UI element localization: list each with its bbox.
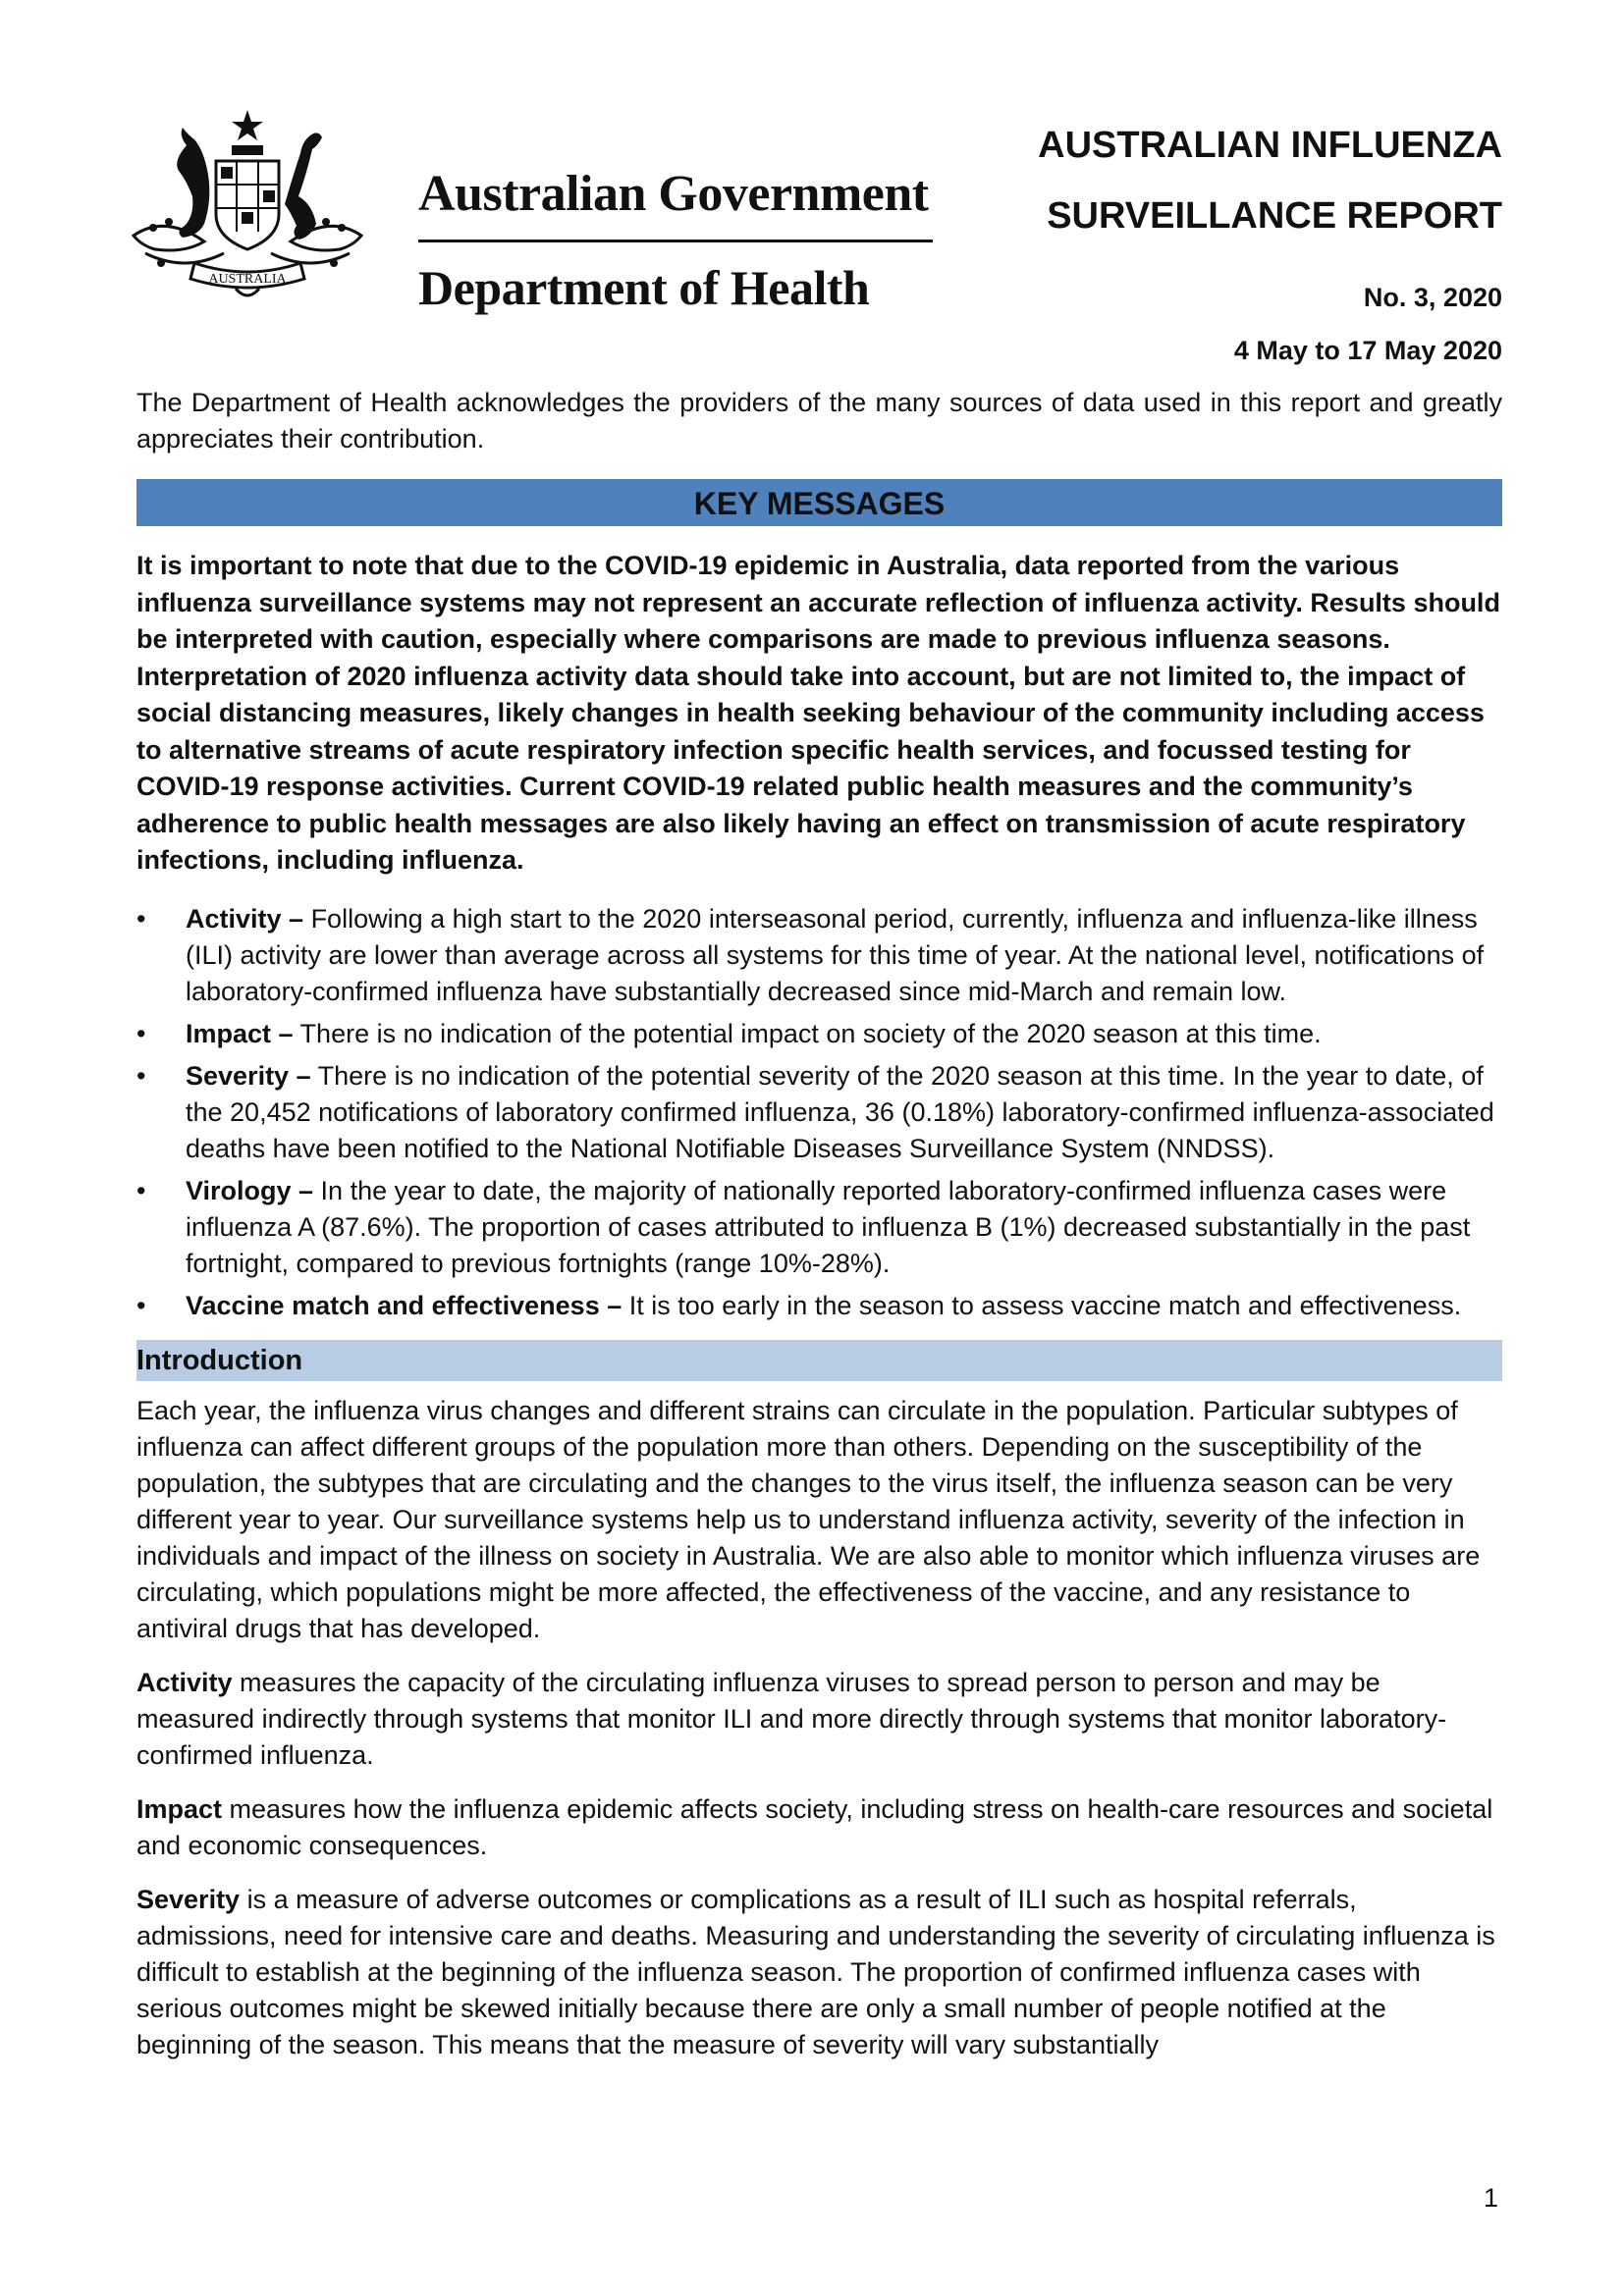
impact-definition: measures how the influenza epidemic affects society, including stress on health-care resources and societal and economic consequences.	[136, 1793, 1493, 1860]
bullet-text: There is no indication of the potential impact on society of the 2020 season at this time.	[293, 1018, 1322, 1048]
report-title-line-2: SURVEILLANCE REPORT	[1047, 195, 1502, 237]
severity-definition: is a measure of adverse outcomes or complications as a result of ILI such as hospital referrals, admissions, need for intensive care and deaths. Measuring and understanding the severity of circulating influenza is difficult to establish at the beginning of the influenza season. The proportion of confirmed influenza cases with serious outcomes might be skewed initially because there are only a small number of people notified at the beginning of the season. This means that the measure of severity will vary substantially	[136, 1884, 1495, 2059]
key-messages-heading: KEY MESSAGES	[136, 479, 1502, 526]
severity-term: Severity	[136, 1884, 241, 1914]
bullet-text: It is too early in the season to assess vaccine match and effectiveness.	[622, 1290, 1462, 1320]
covid-caution-text: It is important to note that due to the COVID-19 epidemic in Australia, data reported from the various influenza surveillance systems may not represent an accurate reflection of influenza activity. Results should be interpreted with caution, especially where comparisons are made to previous influenza seasons. Interpretation of 2020 influenza activity data should take into account, but are not limited to, the impact of social distancing measures, likely changes in health seeking behaviour of the community including access to alternative streams of acute respiratory infection specific health services, and focussed testing for COVID-19 response activities. Current COVID-19 related public health measures and the community’s adherence to public health messages are also likely having an effect on transmission of acute respiratory infections, including influenza.	[136, 551, 1500, 875]
bullet-lead: Virology –	[186, 1175, 314, 1205]
bullet-text: There is no indication of the potential severity of the 2020 season at this time. In the year to date, of the 20,452 notifications of laboratory confirmed influenza, 36 (0.18%) laboratory-confirmed influenza-associated deaths have been notified to the National Notifiable Diseases Surveillance System (NNDSS).	[186, 1060, 1494, 1163]
list-item	[136, 1173, 1502, 1282]
department-name: Department of Health	[418, 260, 870, 315]
acknowledgement-text: The Department of Health acknowledges the providers of the many sources of data used in this report and greatly appreciates their contribution.	[136, 388, 1502, 454]
list-item	[136, 1016, 1502, 1052]
bullet-text: In the year to date, the majority of nationally reported laboratory-confirmed influenza cases were influenza A (87.6%). The proportion of cases attributed to influenza B (1%) decreased substantially in the past fortnight, compared to previous fortnights (range 10%-28%).	[186, 1175, 1471, 1278]
report-dates: 4 May to 17 May 2020	[1233, 336, 1502, 365]
activity-term: Activity	[136, 1667, 233, 1697]
impact-paragraph	[136, 1791, 1502, 1864]
activity-paragraph	[136, 1665, 1502, 1774]
government-wordmark	[418, 165, 939, 317]
list-item	[136, 1288, 1502, 1324]
wordmark-divider	[418, 240, 933, 242]
report-title	[1038, 110, 1502, 251]
key-messages-list	[136, 901, 1502, 1324]
page-number: 1	[1483, 2183, 1498, 2213]
report-title-line-1: AUSTRALIAN INFLUENZA	[1038, 125, 1502, 166]
bullet-lead: Activity –	[186, 903, 304, 934]
report-body	[136, 385, 1502, 2063]
bullet-lead: Impact –	[186, 1018, 294, 1048]
crest-scroll-text: AUSTRALIA	[208, 272, 287, 287]
severity-paragraph	[136, 1882, 1502, 2063]
bullet-lead: Vaccine match and effectiveness –	[186, 1290, 623, 1320]
list-item	[136, 1058, 1502, 1167]
report-number: No. 3, 2020	[1363, 283, 1502, 312]
list-item	[136, 901, 1502, 1010]
impact-term: Impact	[136, 1793, 223, 1824]
introduction-paragraph: Each year, the influenza virus changes and different strains can circulate in the population. Particular subtypes of influenza can affect different groups of the population more than others. Depending on the susceptibility of the population, the subtypes that are circulating and the changes to the virus itself, the influenza season can be very different year to year. Our surveillance systems help us to understand influenza activity, severity of the infection in individuals and impact of the illness on society in Australia. We are also able to monitor which influenza viruses are circulating, which populations might be more affected, the effectiveness of the vaccine, and any resistance to antiviral drugs that has developed.	[136, 1395, 1481, 1643]
coat-of-arms-logo	[126, 106, 369, 312]
bullet-text: Following a high start to the 2020 interseasonal period, currently, influenza and influenza-like illness (ILI) activity are lower than average across all systems for this time of year. At the national level, notifications of laboratory-confirmed influenza have substantially decreased since mid-March and remain low.	[186, 903, 1485, 1006]
activity-definition: measures the capacity of the circulating influenza viruses to spread person to person and may be measured indirectly through systems that monitor ILI and more directly through systems that monitor laboratory-confirmed influenza.	[136, 1667, 1447, 1770]
introduction-heading: Introduction	[136, 1340, 1502, 1381]
government-name: Australian Government	[418, 166, 929, 222]
bullet-lead: Severity –	[186, 1060, 311, 1091]
